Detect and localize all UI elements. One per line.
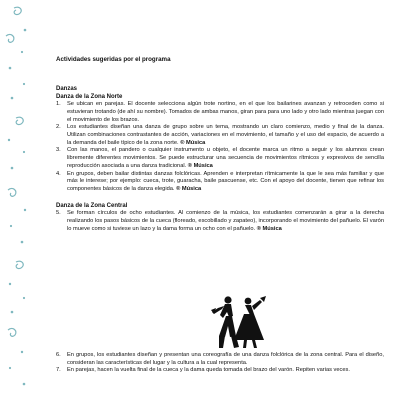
swirl-dots-border-icon [0,0,40,400]
music-tag: ® Música [176,185,202,192]
activity-list-central-continued [56,352,384,375]
cueca-dancers-icon [208,292,268,350]
heading-zona-central: Danza de la Zona Central [56,202,128,209]
list-item: 5. Se forman círculos de ocho estudiantes. Al comienzo de la música, los estudiantes comenzarán a girar a la derecha realizando los pasos básicos de la cueca (floreado, escobillado y zapateo), incorporando el movimiento del pañuelo. El varón lo mueve como si tuviese un lazo y la dama forma un ocho con el pañuelo. ® Música [56,210,384,232]
document-body-continued [56,352,384,375]
music-tag: ® Música [256,225,282,232]
list-item: 2. Los estudiantes diseñan una danza de grupo sobre un tema, mostrando un claro comienzo, medio y final de la danza. Utilizan combinaciones contrastantes de acción, variaciones en el movimiento, el tamaño y el uso del espacio, de acuerdo a la demanda del baile típico de la zona norte. ® Música [56,124,384,146]
list-item: 6. En grupos, los estudiantes diseñan y presentan una coreografía de una danza folclórica de la zona central. Para el diseño, consideran las características del lugar y la cultura a la cual representa. [56,352,384,366]
music-tag: ® Música [180,139,206,146]
list-item: 7. En parejas, hacen la vuelta final de la cueca y la dama queda tomada del brazo del varón. Repiten varias veces. [56,367,350,374]
activity-list-central [56,210,384,233]
document-body [56,56,384,233]
activity-list-norte [56,101,384,193]
list-item: 4. En grupos, deben bailar distintas danzas folclóricas. Aprenden e interpretan rítmicamente la que le sea más familiar y que más le interese; por ejemplo: cueca, trote, guaracha, baile pascuense, etc. Con el apoyo del docente, tienen que refinar los componentes básicos de la danza elegida. ® Música [56,170,384,192]
heading-danzas: Danzas [56,86,78,92]
list-item: 3. Con las manos, el pandero o cualquier instrumento u objeto, el docente marca un ritmo a seguir y los alumnos crean libremente diferentes movimientos. Se puede estructurar una secuencia de movimientos rítmicos y expresivos de sencilla reproducción asociada a una danza tradicional. ® Música [56,147,384,169]
heading-zona-norte: Danza de la Zona Norte [56,93,123,100]
music-tag: ® Música [187,162,213,169]
list-item: 1. Se ubican en parejas. El docente selecciona algún trote nortino, en el que los bailarines avanzan y retroceden como si estuvieran trotando (de ahí su nombre). Tomados de ambas manos, giran para para uno lado y otro lado mientras juegan con el movimiento de los brazos. [56,101,384,123]
section-title: Actividades sugeridas por el programa [56,56,171,63]
